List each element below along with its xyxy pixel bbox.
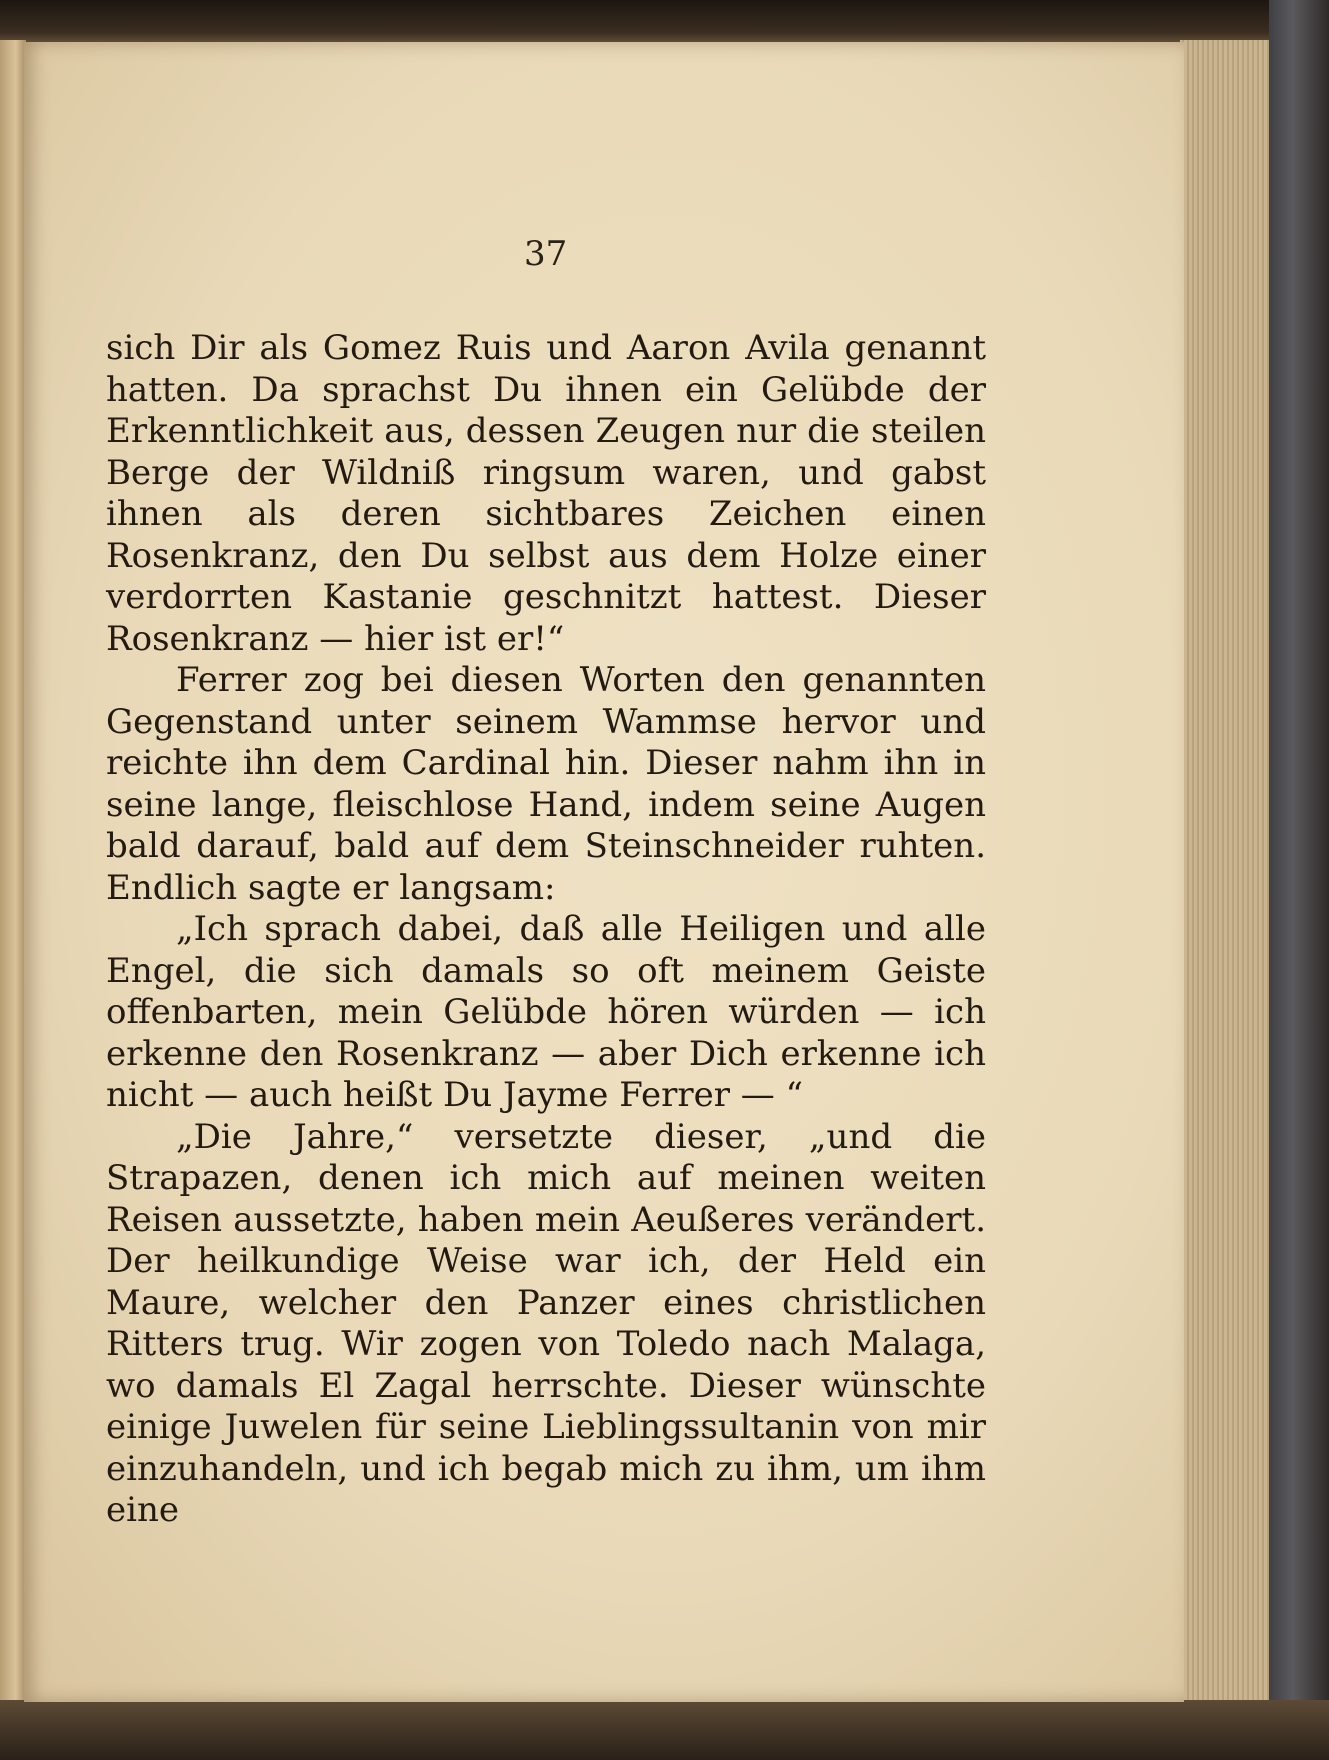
previous-page-edge — [0, 40, 26, 1700]
paragraph-4: „Die Jahre,“ versetzte dieser, „und die Strapazen, denen ich mich auf meinen weiten Reisen aussetzte, haben mein Aeußeres verändert. Der heilkundige Weise war ich, der Held ein Maure, welcher den Panzer eines christlichen Ritters trug. Wir zogen von Toledo nach Malaga, wo damals El Zagal herrschte. Dieser wünschte einige Juwelen für seine Lieblingssultanin von mir einzuhandeln, und ich begab mich zu ihm, um ihm eine — [106, 1116, 986, 1530]
book-page — [24, 42, 1184, 1702]
body-text — [106, 328, 986, 1532]
paragraph-1: sich Dir als Gomez Ruis und Aaron Avila genannt hatten. Da sprachst Du ihnen ein Gelübde der Erkenntlichkeit aus, dessen Zeugen nur die steilen Berge der Wildniß ringsum waren, und gabst ihnen als deren sichtbares Zeichen einen Rosenkranz, den Du selbst aus dem Holze einer verdorrten Kastanie geschnitzt hattest. Dieser Rosenkranz — hier ist er!“ — [106, 328, 986, 659]
paragraph-3: „Ich sprach dabei, daß alle Heiligen und alle Engel, die sich damals so oft meinem Geiste offenbarten, mein Gelübde hören würden — ich erkenne den Rosenkranz — aber Dich erkenne ich nicht — auch heißt Du Jayme Ferrer — “ — [106, 909, 986, 1115]
book-bottom-edge — [0, 1700, 1329, 1760]
book-cover-right-edge — [1269, 0, 1329, 1760]
book-cover-top-edge — [0, 0, 1329, 46]
page-number: 37 — [524, 234, 568, 274]
paragraph-2: Ferrer zog bei diesen Worten den genannten Gegenstand unter seinem Wammse hervor und reichte ihn dem Cardinal hin. Dieser nahm ihn in seine lange, fleischlose Hand, indem seine Augen bald darauf, bald auf dem Steinschneider ruhten. Endlich sagte er langsam: — [106, 660, 986, 908]
page-stack-edge — [1180, 40, 1272, 1700]
